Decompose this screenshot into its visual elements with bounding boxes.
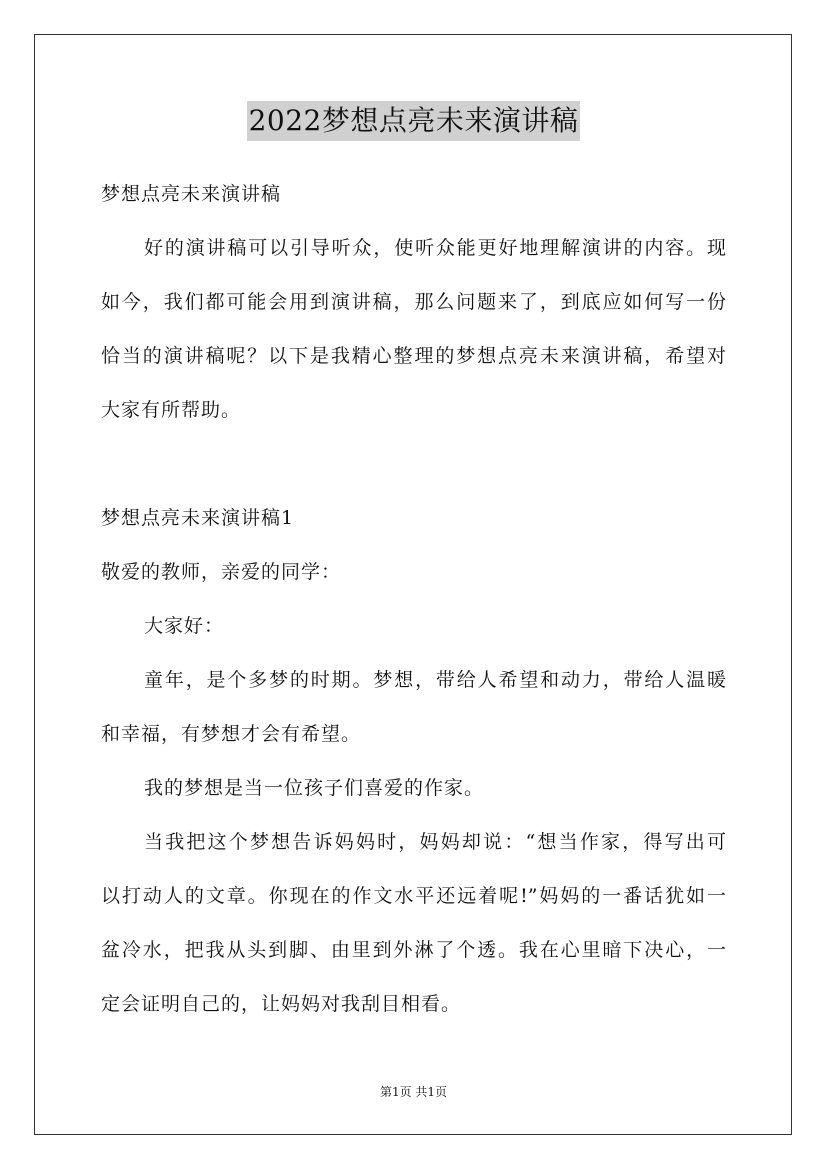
salutation: 敬爱的教师，亲爱的同学： [101, 561, 342, 583]
greeting: 大家好： [144, 615, 225, 637]
document-title: 2022梦想点亮未来演讲稿 [247, 101, 581, 141]
document-heading: 梦想点亮未来演讲稿 [101, 183, 282, 205]
intro-line: 如今，我们都可能会用到演讲稿，那么问题来了，到底应如何写一份 [101, 291, 726, 313]
paragraph-line: 童年，是个多梦的时期。梦想，带给人希望和动力，带给人温暖 [144, 669, 726, 691]
title-container [0, 101, 827, 141]
page-number-footer: 第1页 共1页 [379, 1085, 448, 1099]
paragraph-line: 和幸福，有梦想才会有希望。 [101, 723, 362, 745]
paragraph-line: 当我把这个梦想告诉妈妈时，妈妈却说：“想当作家，得写出可 [144, 831, 726, 853]
paragraph-line: 盆冷水，把我从头到脚、由里到外淋了个透。我在心里暗下决心，一 [101, 939, 726, 961]
paragraph-line: 以打动人的文章。你现在的作文水平还远着呢!”妈妈的一番话犹如一 [101, 885, 726, 907]
section-title: 梦想点亮未来演讲稿1 [101, 507, 295, 529]
intro-line: 恰当的演讲稿呢？以下是我精心整理的梦想点亮未来演讲稿，希望对 [101, 345, 726, 367]
intro-line: 大家有所帮助。 [101, 399, 242, 421]
intro-line: 好的演讲稿可以引导听众，使听众能更好地理解演讲的内容。现 [144, 237, 726, 259]
paragraph-line: 定会证明自己的，让妈妈对我刮目相看。 [101, 993, 462, 1015]
paragraph-line: 我的梦想是当一位孩子们喜爱的作家。 [144, 777, 485, 799]
